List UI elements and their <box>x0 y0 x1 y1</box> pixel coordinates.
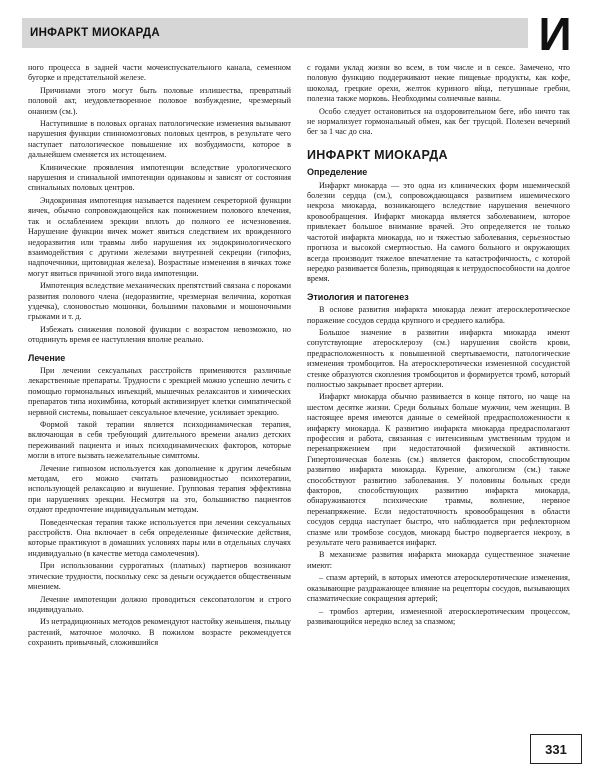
etiology-heading: Этиология и патогенез <box>307 291 409 302</box>
paragraph: Большое значение в развитии инфаркта миокарда имеют сопутствующие атеросклерозу (см.) нарушения свойств крови, предрасположенность к повышенной свертываемости, патологические изменения тромбоцитов. На атеросклеротически измененной сосудистой стенке образуются скопления тромбоцитов и формируется тромб, который полностью закрывает просвет артерии. <box>307 327 570 389</box>
paragraph: Клинические проявления импотенции вследствие урологического нарушения и спинальной импотенции одинаковы и зависят от состояния спинальных половых центров. <box>28 162 291 193</box>
paragraph: Поведенческая терапия также используется при лечении сексуальных расстройств. Она включает в себя определенные физические действия, которые практикуют в домашних условиях пары или в отдельных случаях индивидуально (в качестве метода самолечения). <box>28 517 291 558</box>
page-number: 331 <box>530 734 582 764</box>
paragraph: Эндокринная импотенция называется падением секреторной функции яичек, обычно сопровождающейся как понижением полового влечения, так и ослаблением эрекции вплоть до полного ее исчезновения. Нарушение функции яичек может явиться следствием их врожденного недоразвития или травмы либо нарушения их эндокринологического взаимодействия с другими железами внутренней секреции (гипофиз, надпочечники, щитовидная железа). Возрастные изменения в яичках тоже могут явиться причиной этого вида импотенции. <box>28 195 291 278</box>
paragraph: Формой такой терапии является психодинамическая терапия, включающая в себя требующий длительного времени анализ детских переживаний пациента и иных психодинамических факторов, которые могли в итоге вызвать нежелательные симптомы. <box>28 420 291 461</box>
paragraph: При использовании суррогатных (платных) партнеров возникают этические трудности, поскольку секс за деньги осуждается общественным мнением. <box>28 561 291 592</box>
paragraph: При лечении сексуальных расстройств применяются различные лекарственные препараты. Трудности с эрекцией можно успешно лечить с помощью гормональных инъекций, мышечных релаксантов и химических препаратов типа иохимбина, который активизирует клетки симпатической нервной системы, повышает сексуальное влечение, усиливает эрекцию. <box>28 365 291 417</box>
paragraph: Наступившие в половых органах патологические изменения вызывают нарушения функции спинномозговых половых центров, в результате чего наступает патологическое повышение их возбудимости, которое в дальнейшем сменяется их истощением. <box>28 119 291 160</box>
definition-heading: Определение <box>307 167 368 178</box>
paragraph: Избежать снижения половой функции с возрастом невозможно, но отодвинуть время ее наступления вполне реально. <box>28 324 291 345</box>
paragraph: Лечение импотенции должно проводиться сексопатологом и строго индивидуально. <box>28 594 291 614</box>
running-title: ИНФАРКТ МИОКАРДА <box>30 27 160 39</box>
paragraph: Инфаркт миокарда — это одна из клинических форм ишемической болезни сердца (см.), сопровождающаяся развитием ишемического некроза миокарда, возникающего вследствие нарушения венечного кровообращения. Инфаркт миокарда является заболеванием, которое привлекает большое внимание врачей. Это определяется не только частотой инфаркта миокарда, но и тяжестью заболевания, серьезностью прогноза и высокой смертностью. На самого больного и окружающих всегда производит тяжелое впечатление та катастрофичность, с которой нередко развивается болезнь, приводящая к нетрудоспособности на долгое время. <box>307 180 570 284</box>
left-column <box>28 63 291 753</box>
paragraph: В основе развития инфаркта миокарда лежит атеросклеротическое поражение сосудов сердца крупного и среднего калибра. <box>307 305 570 325</box>
paragraph: Импотенция вследствие механических препятствий связана с пороками развития полового члена (недоразвитие, чрезмерная величина, короткая уздечка), слоновостью мошонки, большими паховыми и мошоночными грыжами и т. д. <box>28 281 291 322</box>
article-title: ИНФАРКТ МИОКАРДА <box>307 147 448 162</box>
paragraph: В механизме развития инфаркта миокарда существенное значение имеют: <box>307 550 570 570</box>
paragraph: Из нетрадиционных методов рекомендуют настойку женьшеня, пыльцу растений, маточное молочко. В пожилом возрасте рекомендуется сохранить привычный, сложившийся <box>28 617 291 648</box>
paragraph: ного процесса в задней части мочеиспускательного канала, семенном бугорке и предстательной железе. <box>28 63 291 83</box>
paragraph: Особо следует остановиться на оздоровительном беге, ибо ничто так не нормализует гормональный обмен, как бег трусцой. Полезен вечерний бег за 1 час до сна. <box>307 106 570 137</box>
right-column <box>307 63 570 753</box>
paragraph: Инфаркт миокарда обычно развивается в конце пятого, но чаще на шестом десятке жизни. Среди больных больше мужчин, чем женщин. В настоящее время имеются данные о семейной предрасположенности к инфаркту миокарда. К развитию инфаркта миокарда предрасполагают профессия и работа, связанная с интенсивным умственным трудом и перенапряжением при недостаточной физической активности. Гипертоническая болезнь (см.) является фактором, способствующим развитию инфаркта миокарда. Курение, алкоголизм (см.) также способствуют развитию заболевания. У половины больных среди факторов, способствующих развитию инфаркта миокарда, обнаруживаются психические травмы, волнение, нервное перенапряжение. Если недостаточность кровообращения в области сосудов сердца наступает быстро, что наблюдается при рефлекторном спазме или тромбозе сосудов, миокард быстро подвергается некрозу, в результате чего развивается инфаркт. <box>307 392 570 548</box>
section-letter: И <box>532 6 578 62</box>
paragraph: – спазм артерий, в которых имеются атеросклеротические изменения, оказывающие раздражающее влияние на рецепторы сосудов, вызывающих спазматические сокращения артерий; <box>307 573 570 604</box>
paragraph: – тромбоз артерии, измененной атеросклеротическим процессом, развивающийся нередко вслед за спазмом; <box>307 606 570 626</box>
treatment-heading: Лечение <box>28 352 66 363</box>
paragraph: Причинами этого могут быть половые излишества, превратный половой акт, неудовлетворенное половое возбуждение, чрезмерный онанизм (см.). <box>28 85 291 116</box>
paragraph: с годами уклад жизни во всем, в том числе и в сексе. Замечено, что половую функцию поддерживают некие пищевые продукты, как кофе, шоколад, грецкие орехи, желток куриного яйца, петушиные гребни, полезна также морковь. Необходимы солнечные ванны. <box>307 63 570 104</box>
paragraph: Лечение гипнозом используется как дополнение к другим лечебным методам, его можно считать разновидностью психотерапии, использующей релаксацию и внушение. Групповая терапия эффективна при нарушениях эрекции. Несмотря на это, большинство пациентов отдают предпочтение индивидуальным методам. <box>28 463 291 515</box>
